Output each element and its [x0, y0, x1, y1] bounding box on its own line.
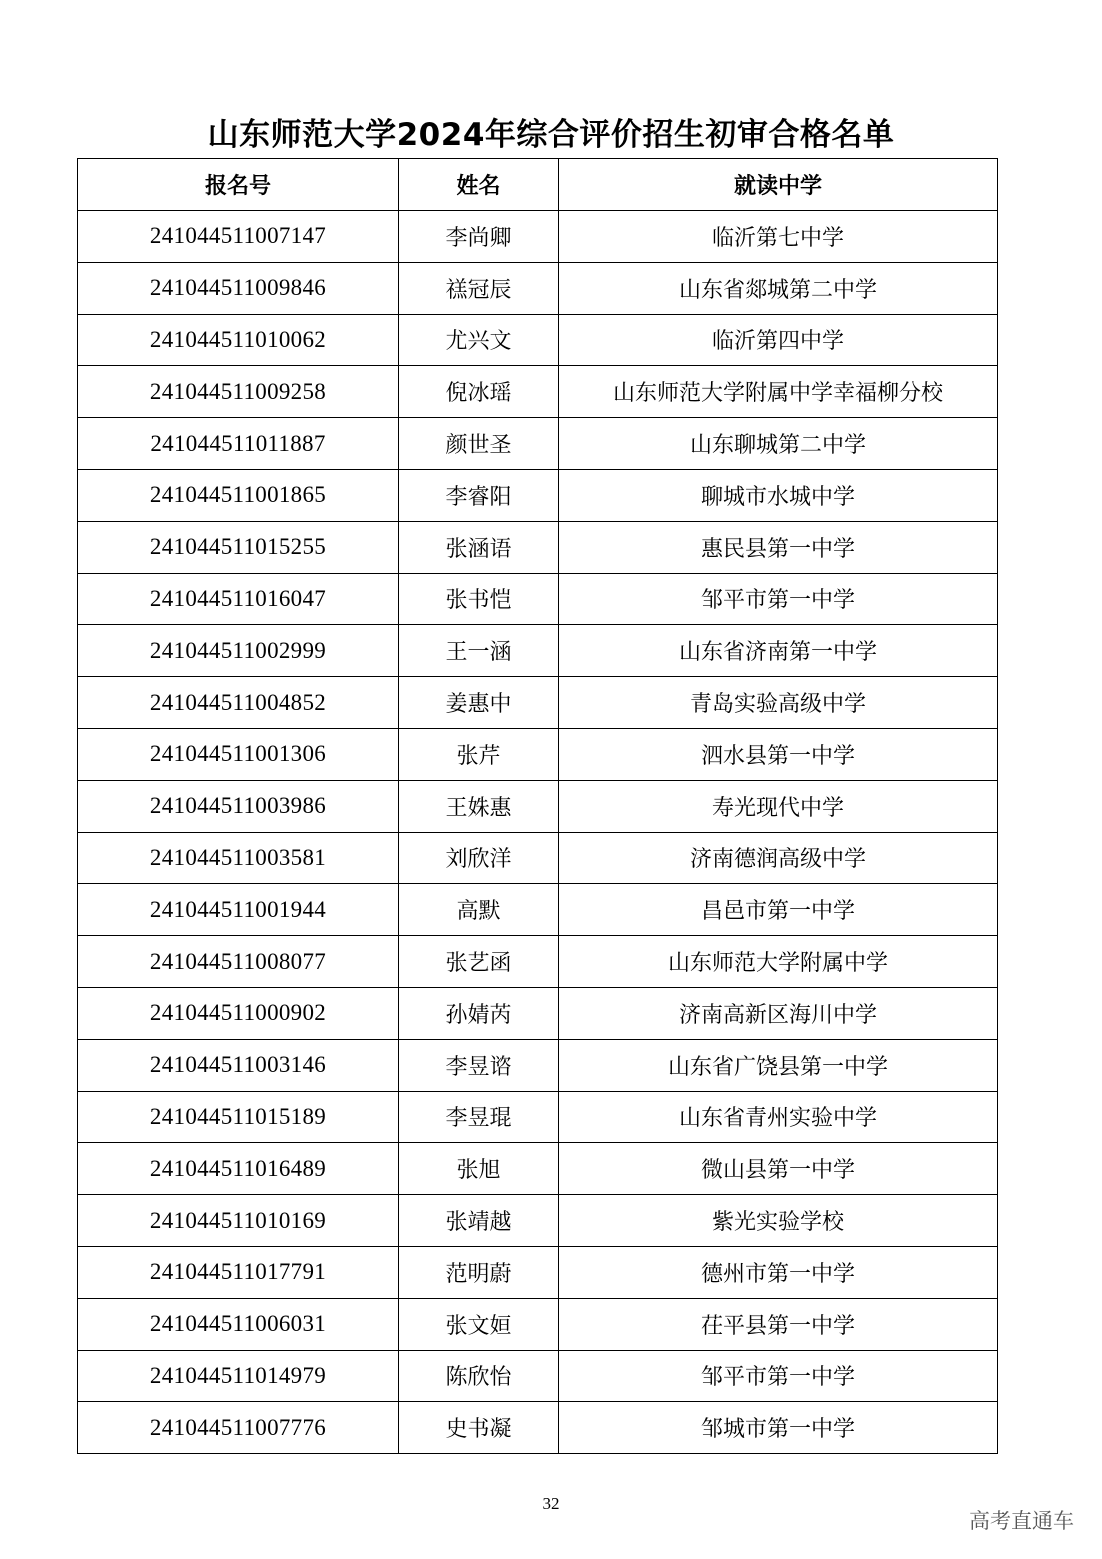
table-row: [78, 469, 998, 521]
registration-number-cell: 241044511001944: [78, 884, 399, 936]
registration-number-cell: 241044511003986: [78, 780, 399, 832]
registration-number-cell: 241044511017791: [78, 1246, 399, 1298]
student-name-cell: 姜惠中: [399, 677, 559, 729]
school-name-cell: 山东省广饶县第一中学: [559, 1039, 998, 1091]
registration-number-cell: 241044511007147: [78, 211, 399, 263]
table-row: [78, 211, 998, 263]
table-row: [78, 677, 998, 729]
school-name-cell: 茌平县第一中学: [559, 1298, 998, 1350]
table-row: [78, 1195, 998, 1247]
registration-number-cell: 241044511006031: [78, 1298, 399, 1350]
registration-number-cell: 241044511001306: [78, 728, 399, 780]
student-name-cell: 李昱谘: [399, 1039, 559, 1091]
table-row: [78, 573, 998, 625]
registration-number-cell: 241044511010169: [78, 1195, 399, 1247]
student-name-cell: 范明蔚: [399, 1246, 559, 1298]
registration-number-cell: 241044511015255: [78, 521, 399, 573]
table-row: [78, 1246, 998, 1298]
school-name-cell: 邹平市第一中学: [559, 573, 998, 625]
table-body: [78, 211, 998, 1454]
registration-number-cell: 241044511014979: [78, 1350, 399, 1402]
student-name-cell: 高默: [399, 884, 559, 936]
student-name-cell: 尤兴文: [399, 314, 559, 366]
school-name-cell: 山东聊城第二中学: [559, 418, 998, 470]
school-name-cell: 惠民县第一中学: [559, 521, 998, 573]
student-name-cell: 禚冠辰: [399, 262, 559, 314]
registration-number-cell: 241044511008077: [78, 936, 399, 988]
header-name: 姓名: [399, 159, 559, 211]
table-row: [78, 1143, 998, 1195]
table-row: [78, 366, 998, 418]
table-row: [78, 987, 998, 1039]
school-name-cell: 临沂第七中学: [559, 211, 998, 263]
school-name-cell: 泗水县第一中学: [559, 728, 998, 780]
student-name-cell: 刘欣洋: [399, 832, 559, 884]
school-name-cell: 山东省郯城第二中学: [559, 262, 998, 314]
table-row: [78, 418, 998, 470]
school-name-cell: 邹城市第一中学: [559, 1402, 998, 1454]
table-row: [78, 936, 998, 988]
registration-number-cell: 241044511009846: [78, 262, 399, 314]
student-name-cell: 颜世圣: [399, 418, 559, 470]
table-row: [78, 884, 998, 936]
page-title: 山东师范大学2024年综合评价招生初审合格名单: [207, 117, 895, 153]
student-name-cell: 陈欣怡: [399, 1350, 559, 1402]
table-row: [78, 262, 998, 314]
student-name-cell: 史书凝: [399, 1402, 559, 1454]
student-name-cell: 张书恺: [399, 573, 559, 625]
school-name-cell: 邹平市第一中学: [559, 1350, 998, 1402]
school-name-cell: 山东师范大学附属中学幸福柳分校: [559, 366, 998, 418]
table-row: [78, 1039, 998, 1091]
registration-number-cell: 241044511016489: [78, 1143, 399, 1195]
student-name-cell: 孙婧芮: [399, 987, 559, 1039]
table-row: [78, 1298, 998, 1350]
registration-number-cell: 241044511003146: [78, 1039, 399, 1091]
student-name-cell: 张靖越: [399, 1195, 559, 1247]
table-row: [78, 521, 998, 573]
registration-number-cell: 241044511004852: [78, 677, 399, 729]
school-name-cell: 山东省青州实验中学: [559, 1091, 998, 1143]
registration-number-cell: 241044511002999: [78, 625, 399, 677]
registration-number-cell: 241044511015189: [78, 1091, 399, 1143]
header-registration-number: 报名号: [78, 159, 399, 211]
table-row: [78, 314, 998, 366]
student-name-cell: 张涵语: [399, 521, 559, 573]
school-name-cell: 济南高新区海川中学: [559, 987, 998, 1039]
registration-number-cell: 241044511011887: [78, 418, 399, 470]
student-name-cell: 李尚卿: [399, 211, 559, 263]
header-school: 就读中学: [559, 159, 998, 211]
registration-number-cell: 241044511003581: [78, 832, 399, 884]
student-name-cell: 李睿阳: [399, 469, 559, 521]
school-name-cell: 德州市第一中学: [559, 1246, 998, 1298]
student-name-cell: 王一涵: [399, 625, 559, 677]
table-header-row: [78, 159, 998, 211]
school-name-cell: 寿光现代中学: [559, 780, 998, 832]
school-name-cell: 临沂第四中学: [559, 314, 998, 366]
school-name-cell: 青岛实验高级中学: [559, 677, 998, 729]
student-name-cell: 李昱琨: [399, 1091, 559, 1143]
admission-list-table: [77, 158, 998, 1454]
registration-number-cell: 241044511007776: [78, 1402, 399, 1454]
table-row: [78, 1402, 998, 1454]
table-row: [78, 780, 998, 832]
registration-number-cell: 241044511009258: [78, 366, 399, 418]
table-row: [78, 728, 998, 780]
watermark-text: 高考直通车: [969, 1509, 1074, 1533]
school-name-cell: 微山县第一中学: [559, 1143, 998, 1195]
table-row: [78, 1091, 998, 1143]
school-name-cell: 济南德润高级中学: [559, 832, 998, 884]
school-name-cell: 聊城市水城中学: [559, 469, 998, 521]
school-name-cell: 山东省济南第一中学: [559, 625, 998, 677]
registration-number-cell: 241044511000902: [78, 987, 399, 1039]
student-name-cell: 王姝惠: [399, 780, 559, 832]
school-name-cell: 山东师范大学附属中学: [559, 936, 998, 988]
school-name-cell: 紫光实验学校: [559, 1195, 998, 1247]
student-name-cell: 倪冰瑶: [399, 366, 559, 418]
registration-number-cell: 241044511001865: [78, 469, 399, 521]
school-name-cell: 昌邑市第一中学: [559, 884, 998, 936]
page-number: 32: [542, 1494, 560, 1513]
table-row: [78, 1350, 998, 1402]
student-name-cell: 张旭: [399, 1143, 559, 1195]
table-row: [78, 625, 998, 677]
registration-number-cell: 241044511016047: [78, 573, 399, 625]
table-row: [78, 832, 998, 884]
student-name-cell: 张芹: [399, 728, 559, 780]
student-name-cell: 张艺函: [399, 936, 559, 988]
student-name-cell: 张文姮: [399, 1298, 559, 1350]
registration-number-cell: 241044511010062: [78, 314, 399, 366]
